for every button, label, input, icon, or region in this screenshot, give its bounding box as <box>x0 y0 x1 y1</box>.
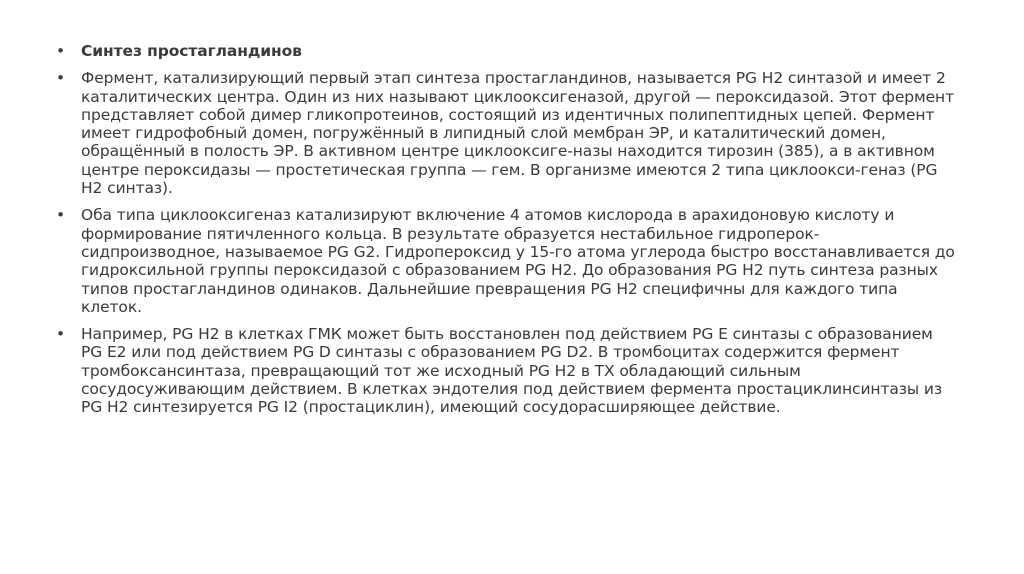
bullet-list <box>56 42 956 426</box>
bullet-item-enzyme <box>56 69 956 197</box>
bullet-item-cyclooxygenases <box>56 206 956 316</box>
slide-heading: Синтез простагландинов <box>81 42 302 60</box>
bullet-marker: • <box>56 69 66 88</box>
paragraph-example: Например, PG H2 в клетках ГМК может быть восстановлен под действием PG E синтазы с образованием PG E2 или под действием PG D синтазы с образованием PG D2. В тромбоцитах содержится фермент тромбоксансинтаза, превращающий тот же исходный PG H2 в TX обладающий сильным сосудосуживающим действием. В клетках эндотелия под действием фермента простациклинсинтазы из PG H2 синтезируется PG I2 (простациклин), имеющий сосудорасширяющее действие. <box>81 325 943 417</box>
paragraph-cyclooxygenases: Оба типа циклооксигеназ катализируют включение 4 атомов кислорода в арахидоновую кислоту и формирование пятичленного кольца. В результате образуется нестабильное гидроперок-сидпроизводное, называемое PG G2. Гидропероксид у 15-го атома углерода быстро восстанавливается до гидроксильной группы пероксидазой с образованием PG H2. До образования PG H2 путь синтеза разных типов простагландинов одинаков. Дальнейшие превращения PG H2 специфичны для каждого типа клеток. <box>81 206 955 316</box>
bullet-item-example <box>56 325 956 416</box>
bullet-marker: • <box>56 206 66 225</box>
bullet-item-heading <box>56 42 956 60</box>
bullet-marker: • <box>56 42 66 60</box>
paragraph-enzyme: Фермент, катализирующий первый этап синтеза простагландинов, называется PG H2 синтазой и имеет 2 каталитических центра. Один из них называют циклооксигеназой, другой — пероксидазой. Этот фермент представляет собой димер гликопротеинов, состоящий из идентичных полипептидных цепей. Фермент имеет гидрофобный домен, погружённый в липидный слой мембран ЭР, и каталитический домен, обращённый в полость ЭР. В активном центре циклооксиге-назы находится тирозин (385), а в активном центре пероксидазы — простетическая группа — гем. В организме имеются 2 типа циклоокси-геназ (PG H2 синтаз). <box>81 69 955 198</box>
bullet-marker: • <box>56 325 66 344</box>
